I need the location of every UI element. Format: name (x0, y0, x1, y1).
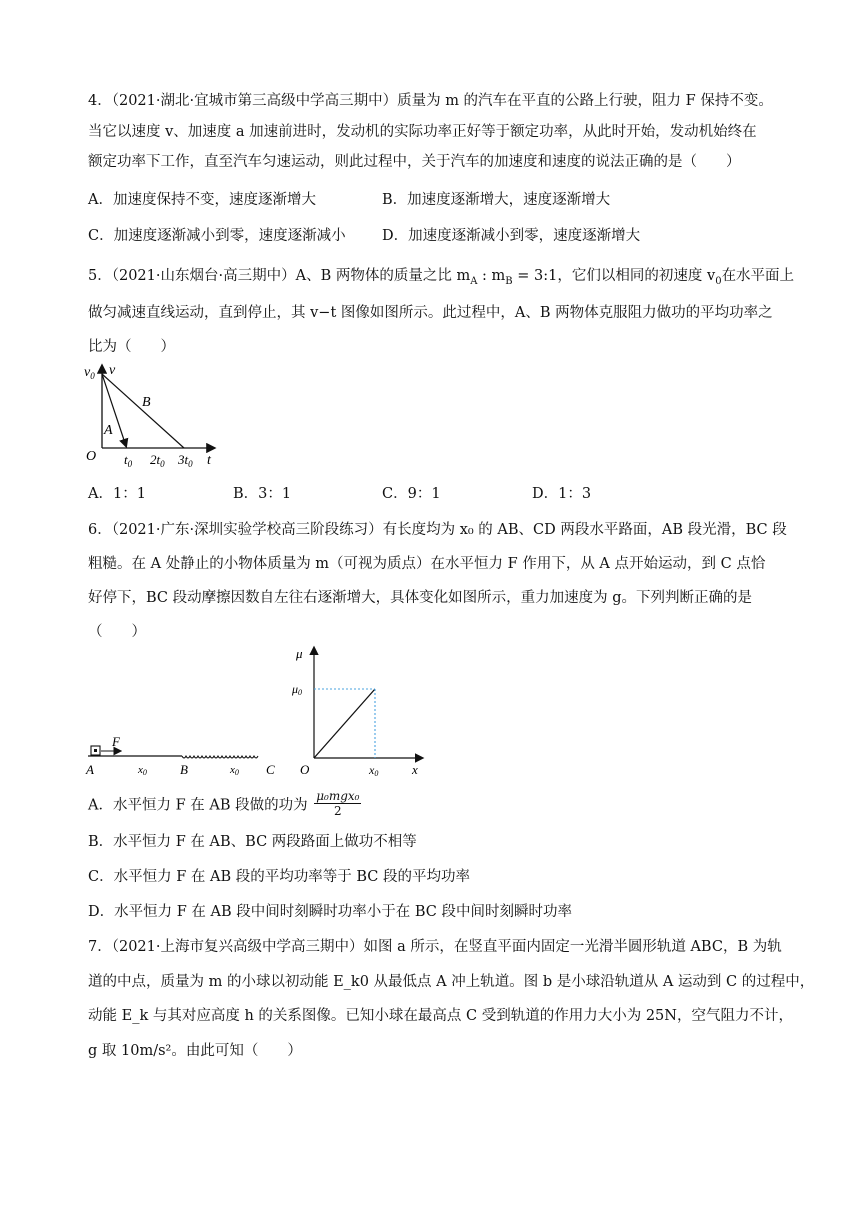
q6-mu0-label: μ0 (292, 682, 303, 697)
q5-tick-t0: $t_0$ (124, 452, 133, 469)
q5-option-a[interactable]: A．1：1 (88, 486, 146, 502)
q6-point-b: B (180, 762, 188, 777)
q5-line-b-label: B (142, 395, 151, 410)
q6-option-d[interactable]: D．水平恒力 F 在 AB 段中间时刻瞬时功率小于在 BC 段中间时刻瞬时功率 (88, 904, 572, 920)
q5-line1-mid: ，它们以相同的初速度 v (557, 268, 716, 284)
q5-line1: 5．（2021·山东烟台·高三期中）A、B 两物体的质量之比 $m_A$ : $m_B$ = 3:1，它们以相同的初速度 $v_0$在水平面上 (88, 268, 795, 287)
q6-line4: （ ） (88, 624, 146, 640)
q5-mass-ratio-inline: : $m_B$ = 3:1 (477, 268, 558, 287)
q7-line3: 动能 E_k 与其对应高度 h 的关系图像。已知小球在最高点 C 受到轨道的作用力大小为 25N，空气阻力不计， (88, 1008, 793, 1024)
q6-rough-bc (182, 756, 258, 758)
q6-point-c: C (266, 762, 275, 777)
q5-v-label: v (109, 363, 116, 378)
q4-option-c[interactable]: C．加速度逐渐减小到零，速度逐渐减小 (88, 228, 346, 244)
q6-frac-den: 2 (334, 804, 342, 818)
q5-vt-graph (84, 360, 224, 472)
q4-option-a[interactable]: A．加速度保持不变，速度逐渐增大 (88, 192, 316, 208)
q6-force-label: F (112, 734, 120, 749)
q5-line3: 比为（ ） (88, 339, 175, 355)
q5-tick-2t0: $2t_0$ (150, 452, 165, 469)
q5-option-b[interactable]: B．3：1 (233, 486, 292, 502)
q6-frac-num: μ₀mgx₀ (316, 789, 360, 803)
q6-origin-label: O (300, 762, 310, 777)
q4-option-d[interactable]: D．加速度逐渐减小到零，速度逐渐增大 (382, 228, 641, 244)
q6-line1: 6．（2021·广东·深圳实验学校高三阶段练习）有长度均为 x₀ 的 AB、CD 两段水平路面，AB 段光滑，BC 段 (88, 522, 787, 538)
q6-seg1-label: x0 (138, 764, 147, 777)
q5-line1-end: 在水平面上 (721, 268, 795, 284)
q5-origin-label: O (86, 449, 97, 464)
q6-mu-label: μ (296, 646, 303, 661)
q5-tick-3t0: $3t_0$ (178, 452, 193, 469)
q6-mu-line (314, 689, 375, 758)
q5-line-a-label: A (104, 423, 113, 438)
q6-line3: 好停下，BC 段动摩擦因数自左往右逐渐增大，具体变化如图所示，重力加速度为 g。下列判断正确的是 (88, 590, 753, 606)
q5-line2: 做匀减速直线运动，直到停止，其 v−t 图像如图所示。此过程中，A、B 两物体克服阻力做功的平均功率之 (88, 305, 773, 321)
q5-v0-label: $v_0$ (84, 365, 95, 381)
q6-track-diagram (84, 730, 284, 778)
q6-option-a[interactable] (88, 791, 361, 820)
q4-line2: 当它以速度 v、加速度 a 加速前进时，发动机的实际功率正好等于额定功率，从此时开始，发动机始终在 (88, 124, 757, 140)
q6-mu-x-graph (284, 640, 434, 780)
q6-option-c[interactable]: C．水平恒力 F 在 AB 段的平均功率等于 BC 段的平均功率 (88, 869, 470, 885)
q6-seg2-label: x0 (230, 764, 239, 777)
q5-t-label: t (207, 453, 211, 468)
q4-line3: 额定功率下工作，直至汽车匀速运动，则此过程中，关于汽车的加速度和速度的说法正确的是（ ） (88, 154, 741, 170)
q4-option-b[interactable]: B．加速度逐渐增大，速度逐渐增大 (382, 192, 611, 208)
q7-line4: g 取 10m/s²。由此可知（ ） (88, 1043, 302, 1059)
q6-x-label: x (412, 762, 418, 777)
q6-option-b[interactable]: B．水平恒力 F 在 AB、BC 两段路面上做功不相等 (88, 834, 417, 850)
q7-line1: 7．（2021·上海市复兴高级中学高三期中）如图 a 所示，在竖直平面内固定一光滑半圆形轨道 ABC，B 为轨 (88, 939, 782, 955)
q6-line2: 粗糙。在 A 处静止的小物体质量为 m（可视为质点）在水平恒力 F 作用下，从 A 点开始运动，到 C 点恰 (88, 556, 766, 572)
q6-option-a-text: A．水平恒力 F 在 AB 段做的功为 (88, 797, 308, 814)
q5-option-d[interactable]: D．1：3 (532, 486, 592, 502)
q6-x0-label: x0 (369, 763, 379, 778)
q6-option-a-fraction (314, 789, 361, 818)
q6-point-a: A (86, 762, 94, 777)
q7-line2: 道的中点，质量为 m 的小球以初动能 E_k0 从最低点 A 冲上轨道。图 b 是小球沿轨道从 A 运动到 C 的过程中， (88, 974, 815, 990)
q5-line1-start: 5．（2021·山东烟台·高三期中）A、B 两物体的质量之比 m (88, 268, 471, 284)
q5-option-c[interactable]: C．9：1 (382, 486, 441, 502)
q4-line1: 4．（2021·湖北·宜城市第三高级中学高三期中）质量为 m 的汽车在平直的公路上行驶，阻力 F 保持不变。 (88, 93, 773, 109)
